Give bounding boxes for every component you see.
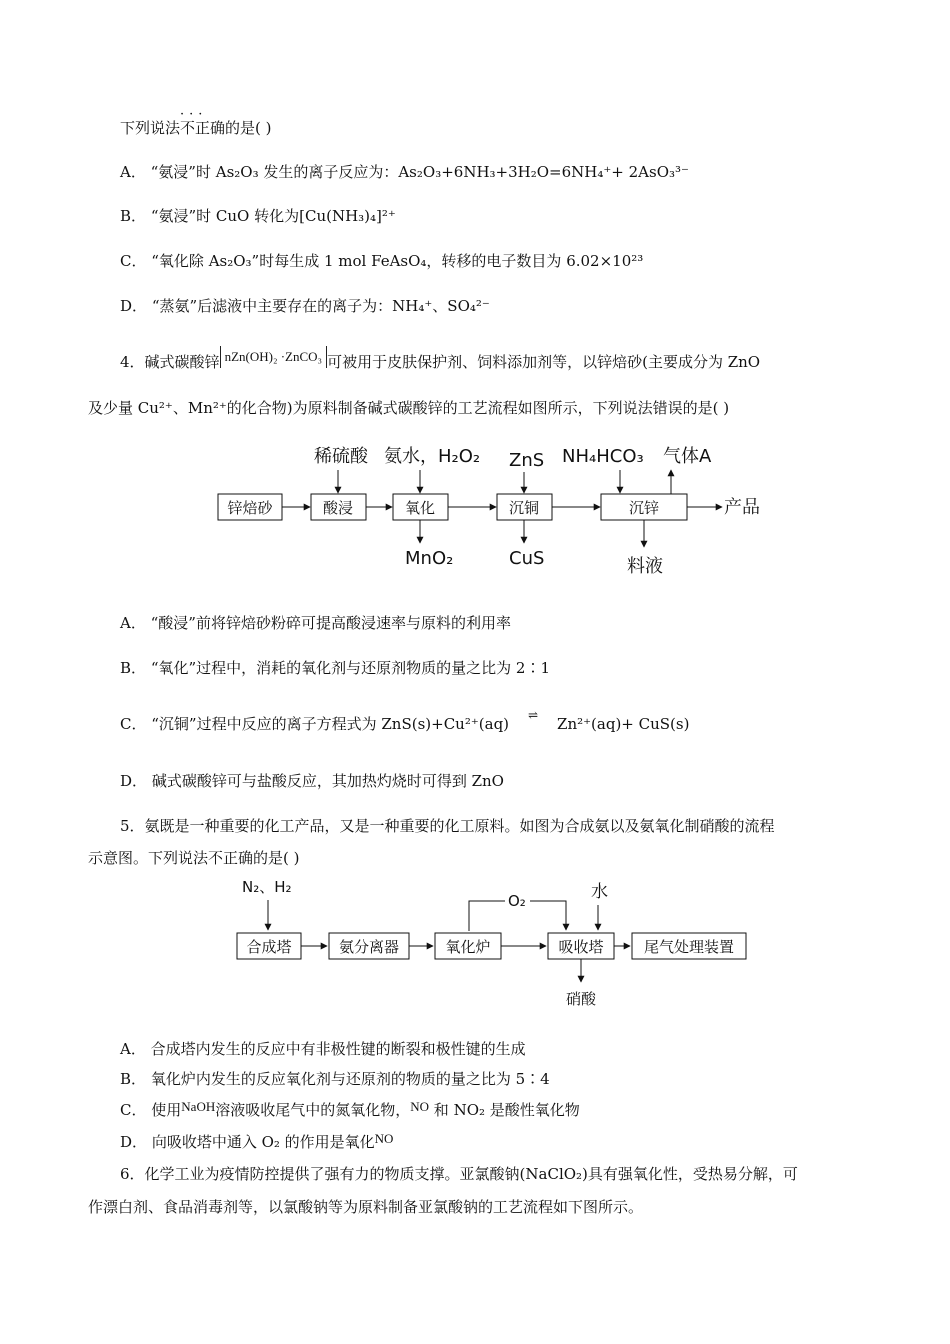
q5-option-b: B． 氧化炉内发生的反应氧化剂与还原剂的物质的量之比为 5∶4 xyxy=(120,1070,550,1088)
q4-option-b: B． “氧化”过程中，消耗的氧化剂与还原剂物质的量之比为 2∶1 xyxy=(120,659,551,677)
q4-input-nh4hco3: NH₄HCO₃ xyxy=(562,446,644,467)
q4-equilibrium-arrow: ⇌ xyxy=(528,708,539,722)
q3-option-a: A． “氨浸”时 As₂O₃ 发生的离子反应为：As₂O₃+6NH₃+3H₂O=6NH₄⁺+ 2AsO₃³⁻ xyxy=(120,163,689,181)
q3-option-c: C． “氧化除 As₂O₃”时每生成 1 mol FeAsO₄，转移的电子数目为 6.02×10²³ xyxy=(120,252,644,270)
q4-option-a: A． “酸浸”前将锌焙砂粉碎可提高酸浸速率与原料的利用率 xyxy=(120,614,511,632)
q5-box5-label: 尾气处理装置 xyxy=(643,938,735,956)
q6-stem-line1: 6．化学工业为疫情防控提供了强有力的物质支撑。亚氯酸钠(NaClO₂)具有强氧化性，受热易分解，可 xyxy=(120,1165,798,1183)
q5-box2-label: 氨分离器 xyxy=(338,938,400,956)
q4-box3-label: 氧化 xyxy=(404,499,436,517)
q5-box3-label: 氧化炉 xyxy=(445,938,491,956)
q3-option-d: D． “蒸氨”后滤液中主要存在的离子为：NH₄⁺、SO₄²⁻ xyxy=(120,297,490,315)
q4-gas-a: 气体A xyxy=(663,446,712,467)
q5-feed-label: N₂、H₂ xyxy=(242,878,292,896)
q5-box4-label: 吸收塔 xyxy=(558,938,604,956)
q5-acid-label: 硝酸 xyxy=(566,990,597,1008)
q4-output-cus: CuS xyxy=(509,548,545,569)
q3-stem-emphasis: ··· 不正确 xyxy=(180,107,226,137)
q5-stem-line1: 5．氨既是一种重要的化工产品，又是一种重要的化工原料。如图为合成氨以及氨氧化制硝酸的流程 xyxy=(120,817,775,835)
q4-formula: nZn(OH)₂ ·ZnCO₃ xyxy=(220,346,328,368)
q4-box4-label: 沉铜 xyxy=(508,499,540,517)
q5-box1-label: 合成塔 xyxy=(246,938,292,956)
q6-stem-line2: 作漂白剂、食品消毒剂等，以氯酸钠等为原料制备亚氯酸钠的工艺流程如下图所示。 xyxy=(88,1198,644,1216)
q4-product-label: 产品 xyxy=(724,497,760,518)
q5-o2-left-branch xyxy=(469,901,505,931)
q4-option-d: D． 碱式碳酸锌可与盐酸反应，其加热灼烧时可得到 ZnO xyxy=(120,772,504,790)
q5-stem-line2: 示意图。下列说法不正确的是( ) xyxy=(88,849,300,867)
q3-stem: 下列说法 ··· 不正确的是( ) xyxy=(120,107,272,137)
q4-output-mno2: MnO₂ xyxy=(405,548,454,569)
q4-input-zns: ZnS xyxy=(509,450,545,471)
q5-option-d: D． 向吸收塔中通入 O₂ 的作用是氧化NO xyxy=(120,1131,394,1151)
q4-stem-line1: 4．碱式碳酸锌 nZn(OH)₂ ·ZnCO₃ 可被用于皮肤保护剂、饲料添加剂等，以锌焙砂(主要成分为 ZnO xyxy=(120,346,760,372)
q3-option-b: B． “氨浸”时 CuO 转化为[Cu(NH₃)₄]²⁺ xyxy=(120,207,396,225)
q4-box5-label: 沉锌 xyxy=(628,499,660,517)
q5-option-c: C． 使用NaOH溶液吸收尾气中的氮氧化物，NO 和 NO₂ 是酸性氧化物 xyxy=(120,1099,580,1119)
q5-o2-right-branch xyxy=(530,901,566,930)
q4-option-c: C． “沉铜”过程中反应的离子方程式为 ZnS(s)+Cu²⁺(aq) ⇌ Zn²⁺(aq)+ CuS(s) xyxy=(120,714,689,735)
q4-box2-label: 酸浸 xyxy=(322,499,354,517)
q5-water-label: 水 xyxy=(591,882,608,902)
q5-option-a: A． 合成塔内发生的反应中有非极性键的断裂和极性键的生成 xyxy=(120,1040,526,1058)
q4-box1-label: 锌焙砂 xyxy=(227,499,273,517)
q4-stem-line2: 及少量 Cu²⁺、Mn²⁺的化合物)为原料制备碱式碳酸锌的工艺流程如图所示，下列说法错误的是( ) xyxy=(88,399,730,417)
q4-output-liquor: 料液 xyxy=(627,556,663,577)
q5-o2-label: O₂ xyxy=(508,892,526,910)
q4-input-acid: 稀硫酸 xyxy=(314,446,368,467)
q4-input-ammonia: 氨水，H₂O₂ xyxy=(384,446,481,467)
